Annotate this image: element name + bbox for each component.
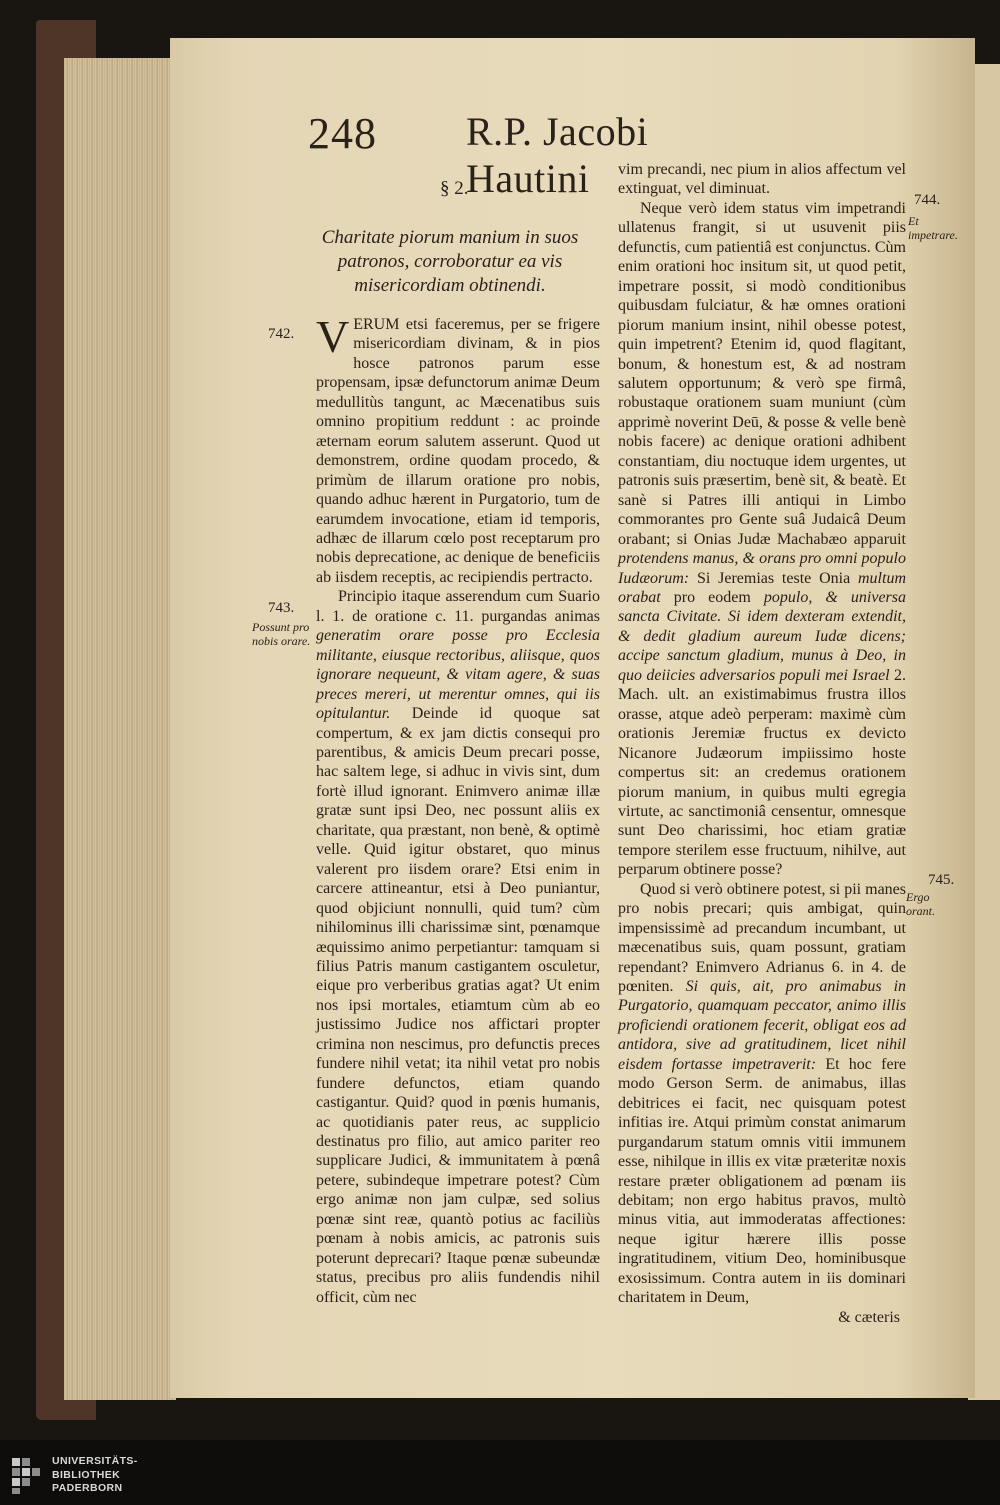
paragraph-745-text-b: Et hoc fere modo Gerson Serm. de animabus, illas debitrices ei facit, nec quisquam potest infitias ire. Atqui primùm constat animarum purgandarum statum omnis vitii immunem esse, nihilque in illis ex vitæ præteritæ noxis restare præter obligationem ad pœnam iis debitam; non ergo habitus pravos, multò minus vitia, aut immoderatas affectiones: neque igitur hærere illis posse ingratitudinem, vitium Deo, hominibusque exosissimum. Contra autem in iis dominari charitatem in Deum,	[618, 1055, 907, 1307]
paragraph-number-745: 745.	[928, 872, 955, 888]
paragraph-744-quote-1: protendens manus, & orans pro omni populo Iudæorum:	[618, 550, 906, 587]
margin-note-743: Possunt pro nobis orare.	[252, 620, 311, 648]
paragraph-744-text-b: Si Jeremias teste Onia	[696, 569, 851, 587]
library-name-line-1: UNIVERSITÄTS-	[52, 1455, 138, 1467]
library-logo-icon	[10, 1456, 42, 1496]
left-column	[316, 311, 600, 1307]
library-name-line-3: PADERBORN	[52, 1482, 123, 1494]
paragraph-745-text-a: Quod si verò obtinere potest, si pii manes pro nobis precari; quis ambigat, quin impensissimè ad precandum incumbant, ut mæcenatibus suis, quam possunt, gratiam rependant? Enimvero Adrianus 6. in 4. de pœniten.	[618, 880, 906, 996]
paragraph-744	[618, 199, 906, 880]
paragraph-744-text-a: Neque verò idem status vim impetrandi ullatenus frangit, si ut usuvenit piis defunctis, cum patientiâ est conjunctus. Cùm enim orationi hoc insitum sit, ut quod petit, impetrare possit, si modò conditionibus quibusdam fulciatur, & hæ omnes orationi piorum manium insint, nihil obesse potest, quin impetrent? Etenim id, quod flagitant, bonum, & honestum est, & ad nostram salutem opportunum; & verò spe firmâ, robustaque orationem suam muniunt (cùm apprimè noverint Deū, & posse & velle benè nobis facere) ac denique orationi adhibent constantiam, diu noctuque idem urgentes, ut patronis suis præsertim, benè sit, & beatè. Et sanè si Patres illi antiqui in Limbo commorantes pro Gente suâ Judaicâ Deum orabant; si Onias Judæ Machabæo apparuit	[618, 199, 906, 548]
paragraph-744-quote-2: multum orabat	[618, 569, 906, 606]
running-title: R.P. Jacobi Hautini	[466, 109, 649, 201]
right-column	[618, 160, 906, 1327]
paragraph-742-text: etsi faceremus, per se frigere misericordiam divinam, & in pios hosce patronos parum esse propensam, ipsæ defunctorum animæ Deum medullitùs tangunt, ac Mæcenatibus suis omnino propitium reddunt : ac proinde æternam eorum salutem asserunt. Quod ut demonstrem, ordine quodam procedo, & primùm de illarum oratione pro nobis, quando adhuc hærent in Purgatorio, tum de earumdem invocatione, etiam id temporis, adhæc de illarum cœlo post receptarum pro nobis deprecatione, ac denique de beneficiis ab iisdem receptis, ac recipiendis pertracto.	[316, 316, 600, 586]
paragraph-lead-word: ERUM	[353, 316, 400, 333]
paragraph-number-744: 744.	[914, 192, 941, 208]
paragraph-744-quote-3: populo, & universa sancta Civitate. Si idem dexteram extendit, & dedit gladium aureum Iudæ dicens; accipe sanctum gladium, munus à Deo, in quo deiicies adversarios populi mei Israel	[618, 588, 907, 684]
page-number: 248	[308, 109, 377, 158]
paragraph-number-743: 743.	[268, 600, 295, 616]
footer-bar	[0, 1440, 1000, 1505]
paragraph-743-quote: generatim orare posse pro Ecclesia militante, eiusque rectoribus, aliisque, quos ignorare nequeunt, & vitam agere, & suas preces mereri, ut merentur omnes, qui iis opitulantur.	[316, 627, 600, 723]
paragraph-continuation: vim precandi, nec pium in alios affectum vel extinguat, vel diminuat.	[618, 161, 906, 198]
library-name-line-2: BIBLIOTHEK	[52, 1468, 121, 1481]
paragraph-742	[316, 311, 600, 587]
page-edges	[64, 58, 176, 1400]
margin-note-744: Et impetrare.	[908, 214, 958, 242]
paragraph-744-text-c: pro eodem	[673, 588, 751, 606]
margin-note-745: Ergo orant.	[906, 890, 936, 918]
paragraph-743-text-a: Principio itaque asserendum cum Suario l. 1. de oratione c. 11. purgandas animas	[316, 588, 600, 625]
paragraph-745	[618, 880, 906, 1308]
library-name	[52, 1455, 138, 1496]
catchword: & cæteris	[838, 1308, 900, 1326]
section-mark: § 2.	[440, 178, 469, 199]
paragraph-744-text-d: 2. Mach. ult. an existimabimus frustra illos orasse, atque adeò perperam: maximè cùm orationis Jeremiæ fructus ex devicto Nicanore Judæorum impiissimo hoste compertus sit: an credemus orationem piorum manium, in quibus multi egregia virtute, ac sanctimoniâ censentur, omnesque sunt Deo charissimi, hoc etiam gratiæ tempore sterilem esse fructuum, nihilve, aut perparum obtinere posse?	[618, 666, 906, 879]
paragraph-743-text-b: Deinde id quoque sat compertum, & ex jam dictis consequi pro parentibus, & amicis Deum precari posse, hac saltem lege, si adhuc in vivis sint, dum fortè illud ignorant. Enimvero animæ illæ gratæ sunt ipsi Deo, nec possunt aliis ex charitate, qua præstant, non benè, & optimè velle. Quid igitur obstaret, quo minus valerent pro iisdem orare? Etsi enim in carcere attineantur, etsi à Deo puniantur, quod objiciunt nonnulli, quid tum? cùm nihilominus illi charissimæ sint, pœnamque æquissimo animo perpetiantur: tamquam si filius Patris manum castigantem osculetur, eique pro verberibus gratias agat? Ut enim nos ipsi mortales, etiamtum cùm ab eo justissimo Judice nos affictari propter crimina non nescimus, pro defunctis preces fundere nihil vetat; ita nihil vetat pro nobis fundere defunctos, etiam quando castigantur. Quid? quod in pœnis humanis, ac quotidianis pater reus, ac supplicio destinatus pro filio, aut amico pariter reo supplicare Judici, & immunitatem à pœnâ petere, subindeque impetrare potest? Cùm ergo animæ non jam culpæ, sed solius pœnæ sint reæ, quantò potius ac faciliùs pœnam à nobis amicis, ac patronis suis poterunt deprecari? Itaque pœnæ subeundæ status, precibus pro aliis fundendis nihil officit, cùm nec	[316, 705, 600, 1306]
section-heading: Charitate piorum manium in suos patronos, corroboratur ea vis misericordiam obtinendi.	[321, 227, 579, 296]
paragraph-743	[316, 587, 600, 1307]
paragraph-number-742: 742.	[268, 326, 295, 342]
paragraph-745-quote: Si quis, ait, pro animabus in Purgatorio, quamquam peccator, animo illis proficiendi orationem fecerit, obligat eos ad antidora, sive ad gratitudinem, licet nihil eisdem fortasse impetraverit:	[618, 978, 907, 1073]
drop-initial: V	[316, 311, 350, 362]
